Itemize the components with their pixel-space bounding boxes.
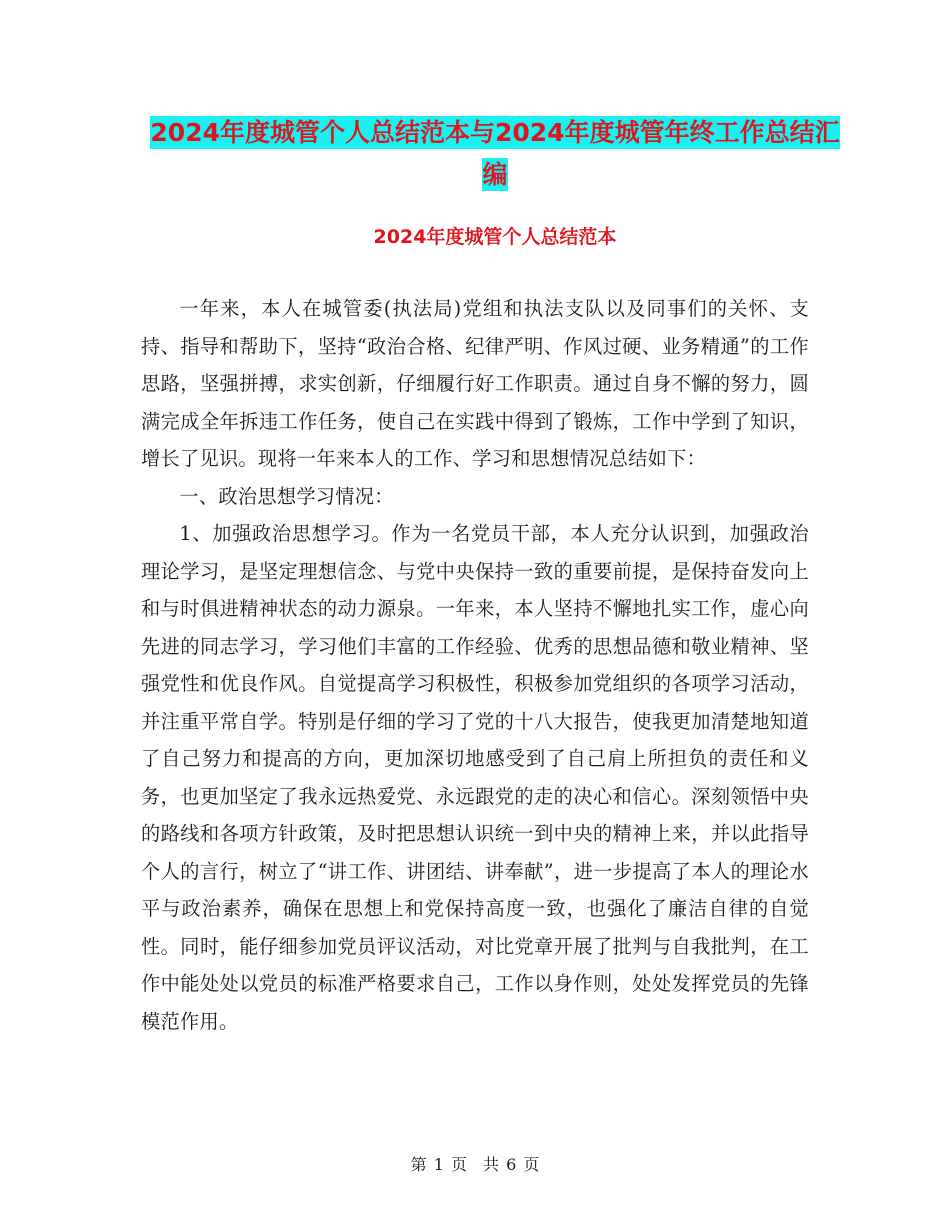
paragraph-heading-political: 一、政治思想学习情况： — [179, 484, 394, 508]
page-footer — [0, 1153, 950, 1177]
paragraph-political-study: 1、加强政治思想学习。作为一名党员干部，本人充分认识到，加强政治理论学习，是坚定理想信念、与党中央保持一致的重要前提，是保持奋发向上和与时俱进精神状态的动力源泉。一年来，本人坚持不懈地扎实工作，虚心向先进的同志学习，学习他们丰富的工作经验、优秀的思想品德和敬业精神、坚强党性和优良作风。自觉提高学习积极性，积极参加党组织的各项学习活动，并注重平常自学。特别是仔细的学习了党的十八大报告，使我更加清楚地知道了自己努力和提高的方向，更加深切地感受到了自己肩上所担负的责任和义务，也更加坚定了我永远热爱党、永远跟党的走的决心和信心。深刻领悟中央的路线和各项方针政策，及时把思想认识统一到中央的精神上来，并以此指导个人的言行，树立了“讲工作、讲团结、讲奉献”，进一步提高了本人的理论水平与政治素养，确保在思想上和党保持高度一致，也强化了廉洁自律的自觉性。同时，能仔细参加党员评议活动，对比党章开展了批判与自我批判，在工作中能处处以党员的标准严格要求自己，工作以身作则，处处发挥党员的先锋模范作用。 — [141, 522, 809, 1033]
footer-mid: 页 共 — [450, 1155, 499, 1174]
paragraph-intro: 一年来，本人在城管委(执法局)党组和执法支队以及同事们的关怀、支持、指导和帮助下，坚持“政治合格、纪律严明、作风过硬、业务精通”的工作思路，坚强拼搏，求实创新，仔细履行好工作职责。通过自身不懈的努力，圆满完成全年拆违工作任务，使自己在实践中得到了锻炼，工作中学到了知识，增长了见识。现将一年来本人的工作、学习和思想情况总结如下： — [141, 297, 809, 470]
document-body — [141, 290, 809, 1040]
section-title: 2024年度城管个人总结范本 — [373, 226, 617, 248]
footer-prefix: 第 — [410, 1155, 427, 1174]
footer-total-pages: 6 — [506, 1155, 517, 1174]
document-title — [140, 112, 850, 196]
document-title-highlight: 2024年度城管个人总结范本与2024年度城管年终工作总结汇编 — [150, 118, 840, 189]
footer-current-page: 1 — [433, 1155, 444, 1174]
footer-suffix: 页 — [523, 1155, 540, 1174]
